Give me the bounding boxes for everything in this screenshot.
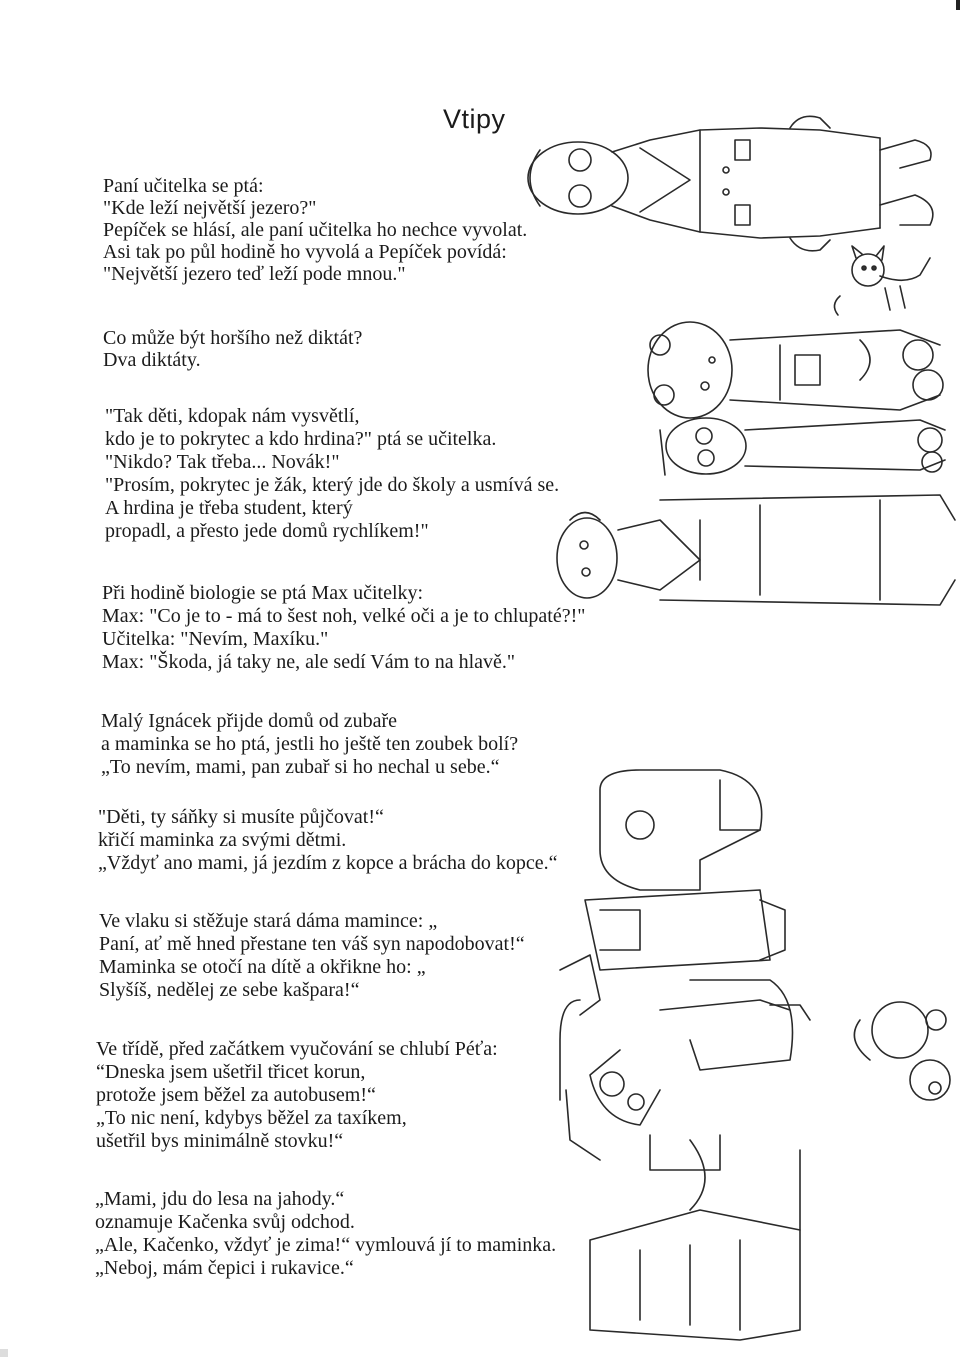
joke-line: "Kde leží největší jezero?" bbox=[103, 197, 317, 219]
joke-line: Ve třídě, před začátkem vyučování se chlubí Péťa: bbox=[96, 1038, 498, 1060]
scan-edge-mark bbox=[956, 0, 960, 10]
teacher-drawing bbox=[528, 116, 933, 250]
joke-line: "Tak děti, kdopak nám vysvětlí, bbox=[105, 405, 360, 427]
joke-line: „Mami, jdu do lesa na jahody.“ bbox=[95, 1188, 345, 1210]
joke-line: A hrdina je třeba student, který bbox=[105, 497, 353, 519]
joke-line: Slyšíš, nedělej ze sebe kašpara!“ bbox=[99, 979, 360, 1001]
joke-5 bbox=[101, 710, 518, 779]
joke-line: "Prosím, pokrytec je žák, který jde do školy a usmívá se. bbox=[105, 474, 560, 496]
joke-line: protože jsem běžel za autobusem!“ bbox=[96, 1084, 376, 1106]
joke-8 bbox=[96, 1038, 498, 1153]
joke-line: „To nic není, kdybys běžel za taxíkem, bbox=[96, 1107, 407, 1129]
joke-line: Paní učitelka se ptá: bbox=[103, 175, 264, 197]
joke-3 bbox=[105, 405, 559, 543]
joke-2 bbox=[103, 327, 362, 371]
joke-line: „Neboj, mám čepici i rukavice.“ bbox=[95, 1257, 354, 1279]
joke-6 bbox=[98, 806, 557, 875]
joke-7 bbox=[99, 910, 525, 1002]
joke-line: Max: "Škoda, já taky ne, ale sedí Vám to na hlavě." bbox=[102, 651, 516, 673]
joke-line: "Děti, ty sáňky si musíte půjčovat!“ bbox=[98, 806, 384, 828]
girl-drawing bbox=[660, 418, 945, 475]
joke-line: Asi tak po půl hodině ho vyvolá a Pepíček povídá: bbox=[103, 241, 507, 263]
student-drawing bbox=[557, 495, 955, 605]
joke-line: kdo je to pokrytec a kdo hrdina?" ptá se učitelka. bbox=[105, 428, 497, 450]
page-title: Vtipy bbox=[443, 104, 506, 134]
joke-line: Ve vlaku si stěžuje stará dáma mamince: „ bbox=[99, 910, 438, 932]
joke-line: Pepíček se hlásí, ale paní učitelka ho nechce vyvolat. bbox=[103, 219, 528, 241]
joke-line: Učitelka: "Nevím, Maxíku." bbox=[102, 628, 329, 650]
joke-line: "Nikdo? Tak třeba... Novák!" bbox=[105, 451, 340, 473]
joke-line: ušetřil bys minimálně stovku!“ bbox=[96, 1130, 344, 1152]
joke-line: “Dneska jsem ušetřil třicet korun, bbox=[96, 1061, 366, 1083]
joke-line: propadl, a přesto jede domů rychlíkem!" bbox=[105, 520, 429, 542]
scan-corner-mark bbox=[0, 1349, 8, 1357]
joke-4 bbox=[102, 582, 585, 674]
joke-line: Paní, ať mě hned přestane ten váš syn napodobovat!“ bbox=[99, 933, 525, 955]
joke-line: a maminka se ho ptá, jestli ho ještě ten zoubek bolí? bbox=[101, 733, 519, 755]
joke-line: Co může být horšího než diktát? bbox=[103, 327, 363, 349]
joke-line: Při hodině biologie se ptá Max učitelky: bbox=[102, 582, 424, 604]
joke-line: křičí maminka za svými dětmi. bbox=[98, 829, 347, 851]
joke-9 bbox=[95, 1188, 556, 1280]
joke-line: "Největší jezero teď leží pode mnou." bbox=[103, 263, 406, 285]
cat-drawing bbox=[834, 246, 930, 315]
joke-1 bbox=[103, 175, 527, 285]
joke-line: „To nevím, mami, pan zubař si ho nechal u sebe.“ bbox=[101, 756, 500, 778]
bubble-letters-drawing bbox=[560, 770, 950, 1340]
joke-line: Malý Ignácek přijde domů od zubaře bbox=[101, 710, 398, 732]
joke-line: Dva diktáty. bbox=[103, 349, 201, 371]
joke-line: Max: "Co je to - má to šest noh, velké oči a je to chlupaté?!" bbox=[102, 605, 586, 627]
joke-line: „Ale, Kačenko, vždyť je zima!“ vymlouvá jí to maminka. bbox=[95, 1234, 557, 1256]
boy-drawing bbox=[648, 322, 943, 418]
joke-line: „Vždyť ano mami, já jezdím z kopce a brácha do kopce.“ bbox=[98, 852, 558, 874]
joke-line: oznamuje Kačenka svůj odchod. bbox=[95, 1211, 355, 1233]
joke-line: Maminka se otočí na dítě a okřikne ho: „ bbox=[99, 956, 426, 978]
